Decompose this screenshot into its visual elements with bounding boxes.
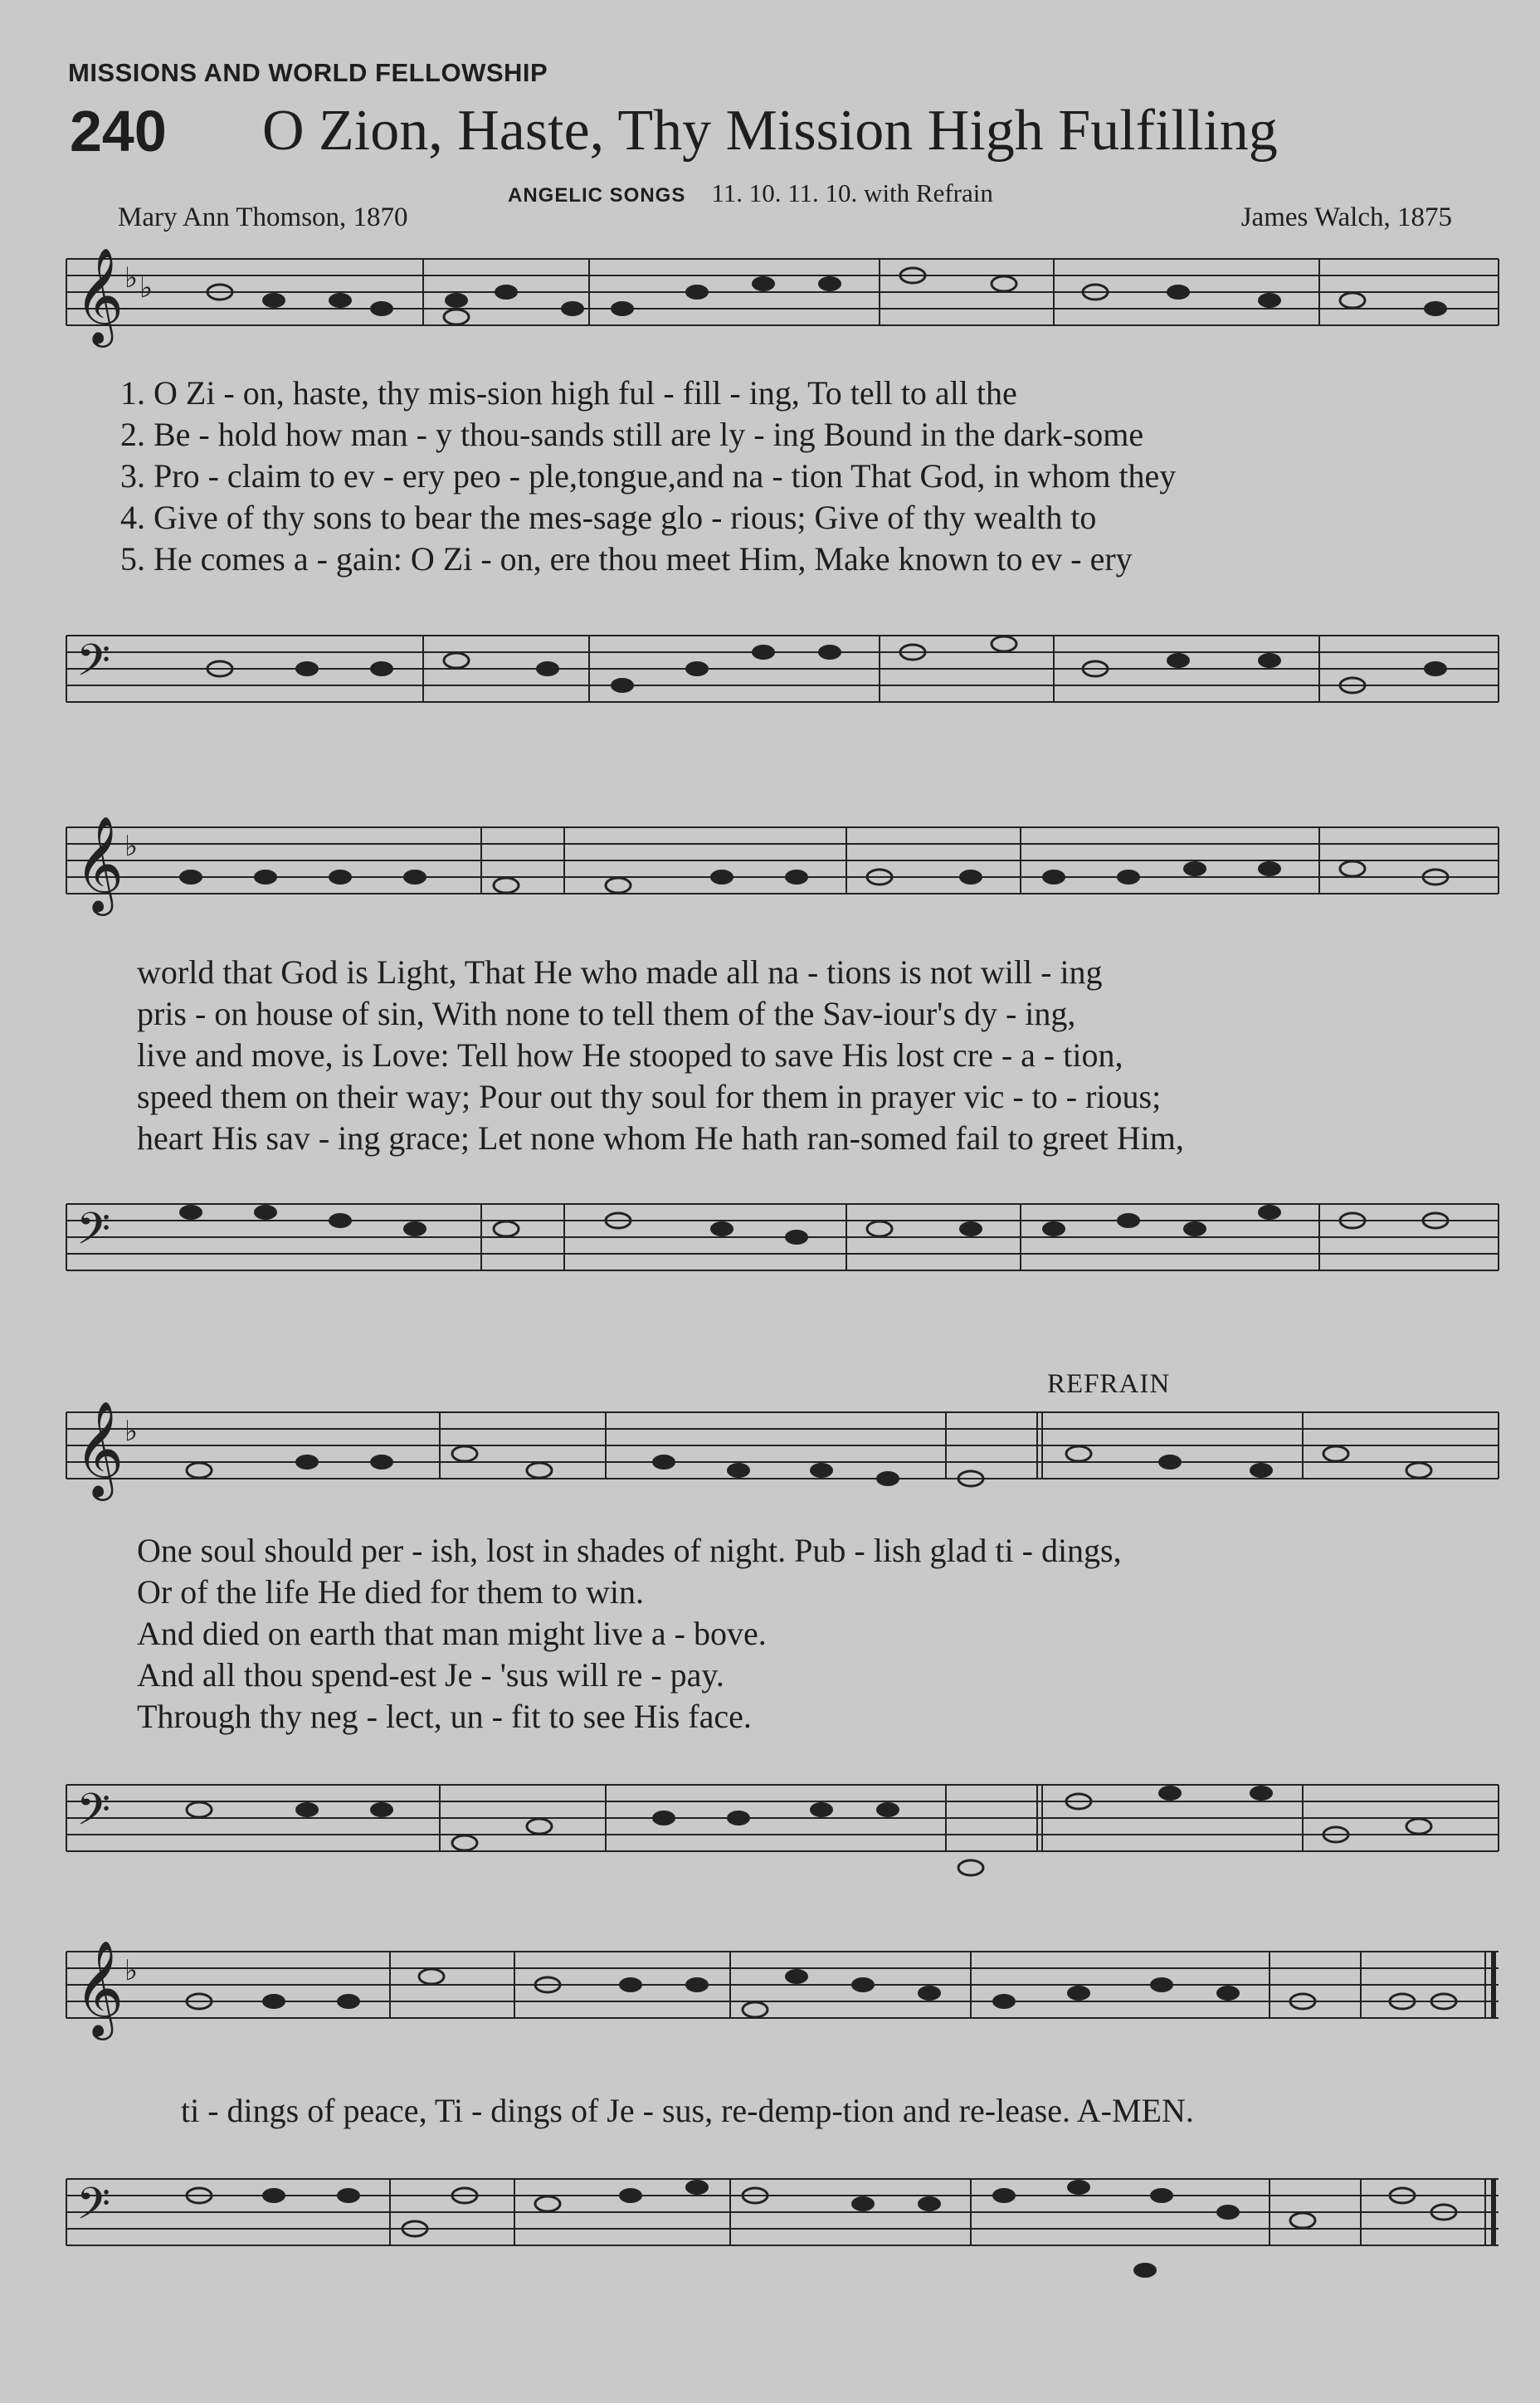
lyric-line: And died on earth that man might live a - bove. — [137, 1615, 767, 1652]
svg-text:𝄢: 𝄢 — [76, 1785, 111, 1846]
lyric-line: 2. Be - hold how man - y thou-sands still are ly - ing Bound in the dark-some — [120, 416, 1144, 453]
lyric-line: 3. Pro - claim to ev - ery peo - ple,tongue,and na - tion That God, in whom they — [120, 457, 1177, 495]
svg-text:♭: ♭ — [124, 830, 139, 863]
bass-staff-3 — [0, 1747, 1540, 1888]
section-heading: MISSIONS AND WORLD FELLOWSHIP — [68, 58, 548, 87]
lyric-line: world that God is Light, That He who made all na - tions is not will - ing — [137, 953, 1103, 991]
lyric-line: 4. Give of thy sons to bear the mes-sage glo - rious; Give of thy wealth to — [120, 499, 1097, 536]
hymn-number: 240 — [70, 99, 167, 163]
svg-text:♭: ♭ — [124, 261, 139, 295]
hymn-title: O Zion, Haste, Thy Mission High Fulfilling — [262, 99, 1278, 163]
lyric-line: 1. O Zi - on, haste, thy mis-sion high ful - fill - ing, To tell to all the — [120, 374, 1017, 412]
refrain-label: REFRAIN — [1047, 1369, 1171, 1399]
svg-text:♭: ♭ — [139, 271, 154, 305]
lyric-line: One soul should per - ish, lost in shades of night. Pub - lish glad ti - dings, — [137, 1532, 1122, 1569]
treble-staff-1 — [0, 241, 1540, 382]
bass-staff-1 — [0, 597, 1540, 738]
lyric-line: ti - dings of peace, Ti - dings of Je - sus, re-demp-tion and re-lease. A-MEN. — [181, 2092, 1194, 2129]
meter: 11. 10. 11. 10. with Refrain — [711, 178, 993, 207]
svg-text:♭: ♭ — [124, 1415, 139, 1448]
lyric-line: live and move, is Love: Tell how He stooped to save His lost cre - a - tion, — [137, 1036, 1123, 1074]
svg-text:♭: ♭ — [124, 1954, 139, 1987]
treble-staff-2 — [0, 809, 1540, 950]
author-credit: Mary Ann Thomson, 1870 — [118, 202, 408, 232]
svg-text:𝄞: 𝄞 — [75, 246, 124, 344]
lyric-line: And all thou spend-est Je - 'sus will re - pay. — [137, 1656, 724, 1694]
bass-staff-2 — [0, 1166, 1540, 1307]
lyric-line: 5. He comes a - gain: O Zi - on, ere thou meet Him, Make known to ev - ery — [120, 540, 1133, 578]
treble-staff-4 — [0, 1933, 1540, 2074]
tune-name: ANGELIC SONGS — [508, 184, 686, 207]
svg-text:𝄢: 𝄢 — [76, 636, 111, 697]
treble-staff-3 — [0, 1394, 1540, 1535]
lyric-line: heart His sav - ing grace; Let none whom He hath ran-somed fail to greet Him, — [137, 1119, 1184, 1157]
composer-credit: James Walch, 1875 — [1240, 202, 1452, 232]
svg-text:𝄞: 𝄞 — [75, 1400, 124, 1497]
svg-text:𝄞: 𝄞 — [75, 1939, 124, 2036]
svg-text:𝄞: 𝄞 — [75, 815, 124, 912]
svg-text:𝄢: 𝄢 — [76, 1204, 111, 1265]
lyric-line: Or of the life He died for them to win. — [137, 1573, 644, 1611]
lyric-line: speed them on their way; Pour out thy soul for them in prayer vic - to - rious; — [137, 1078, 1162, 1115]
tune-info — [508, 178, 993, 208]
lyric-line: Through thy neg - lect, un - fit to see His face. — [137, 1698, 752, 1735]
svg-text:𝄢: 𝄢 — [76, 2179, 111, 2240]
lyric-line: pris - on house of sin, With none to tell them of the Sav-iour's dy - ing, — [137, 995, 1076, 1032]
bass-staff-4 — [0, 2141, 1540, 2282]
